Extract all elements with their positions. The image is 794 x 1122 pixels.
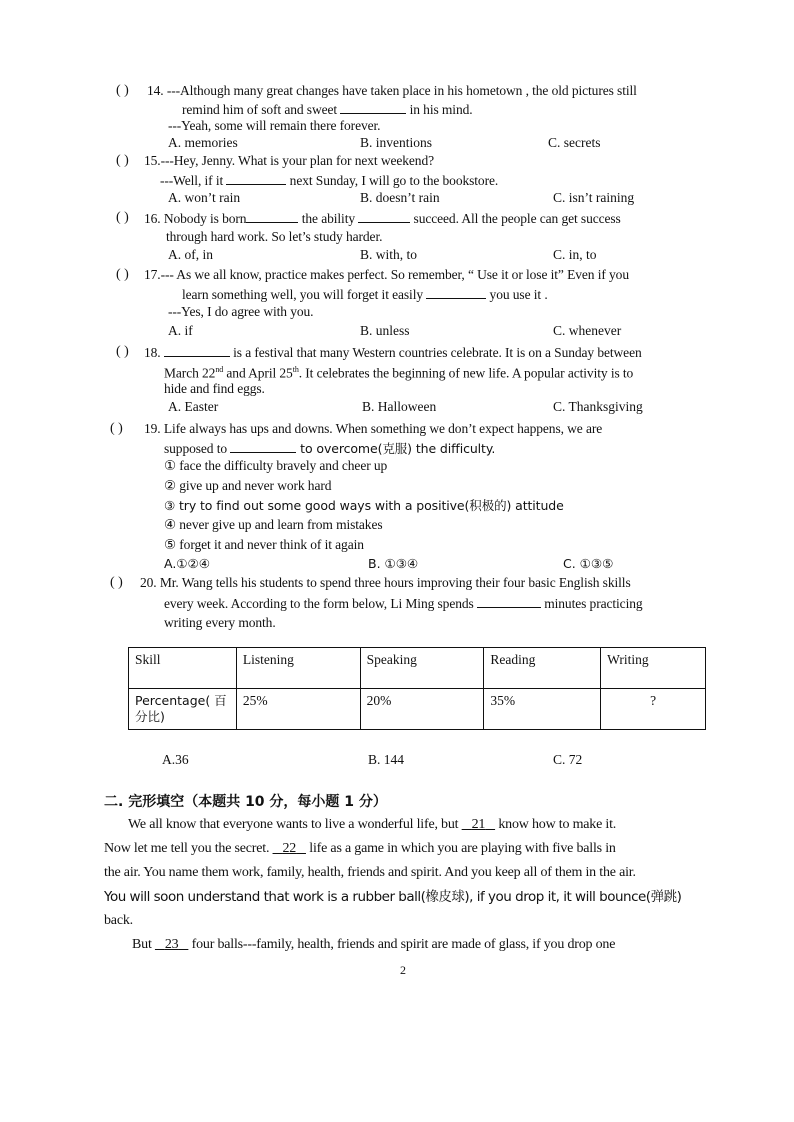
q17-stem-line2	[182, 285, 548, 304]
q15-stem-line1: 15.---Hey, Jenny. What is your plan for next weekend?	[144, 153, 434, 168]
cloze-blank-21	[462, 817, 495, 832]
q19-item-1: ① face the difficulty bravely and cheer up	[164, 458, 388, 473]
section-title-cloze: 二. 完形填空（本题共 10 分，每小题 1 分）	[104, 794, 387, 810]
q20-stem-line2	[164, 594, 643, 613]
q19-item-4: ④ never give up and learn from mistakes	[164, 517, 383, 532]
q19-option-a: A.①②④	[164, 556, 210, 571]
q20-option-b: B. 144	[368, 752, 405, 767]
cloze-blank-23	[155, 937, 188, 952]
q16-stem-line1-c: succeed. All the people can get success	[410, 211, 621, 226]
q16-stem-line1-b: the ability	[298, 211, 359, 226]
q14-stem-line2-a: remind him of soft and sweet	[182, 102, 341, 117]
q14-stem-line1: 14. ---Although many great changes have taken place in his hometown , the old pictures still	[147, 83, 637, 98]
q19-stem-line1: 19. Life always has ups and downs. When something we don’t expect happens, we are	[144, 421, 603, 436]
table-header-cell: Listening	[236, 648, 360, 689]
cloze-line-6	[132, 934, 615, 956]
q20-stem-line3: writing every month.	[164, 615, 276, 630]
cloze-line-2	[104, 838, 616, 860]
table-header-cell: Skill	[129, 648, 237, 689]
q18-stem-line1-a: 18.	[144, 345, 164, 360]
q15-blank	[226, 171, 286, 185]
table-header-row	[129, 648, 706, 689]
table-header-cell: Speaking	[360, 648, 484, 689]
table-header-cell: Writing	[601, 648, 706, 689]
q18-stem-line2-b: and April 25	[223, 365, 293, 381]
page-number: 2	[400, 963, 406, 977]
q16-blank-1	[246, 209, 298, 223]
table-row	[129, 689, 706, 730]
q20-stem-line2-a: every week. According to the form below, Li Ming spends	[164, 596, 477, 611]
skill-percentage-table	[128, 647, 706, 730]
cloze-line-1-b: know how to make it.	[495, 817, 617, 832]
answer-paren-16: ( )	[116, 210, 129, 225]
q17-option-a: A. if	[168, 323, 193, 338]
q20-option-c: C. 72	[553, 752, 583, 767]
q18-option-b: B. Halloween	[362, 399, 437, 414]
q19-stem-line2-a: supposed to	[164, 441, 231, 456]
answer-paren-17: ( )	[116, 267, 129, 282]
q18-stem-line1-b: is a festival that many Western countries celebrate. It is on a Sunday between	[229, 345, 642, 360]
q19-item-5: ⑤ forget it and never think of it again	[164, 537, 364, 552]
table-header-cell: Reading	[484, 648, 601, 689]
q19-option-b: B. ①③④	[368, 556, 419, 571]
q18-option-c: C. Thanksgiving	[553, 399, 643, 414]
q19-option-c: C. ①③⑤	[563, 556, 614, 571]
q18-stem-line3: hide and find eggs.	[164, 381, 265, 396]
q14-option-c: C. secrets	[548, 135, 601, 150]
cloze-line-4: You will soon understand that work is a rubber ball(橡皮球), if you drop it, it will bounce(弹跳)	[104, 889, 682, 905]
q14-stem-line3: ---Yeah, some will remain there forever.	[168, 118, 381, 133]
q19-blank	[230, 439, 296, 453]
q17-stem-line2-a: learn something well, you will forget it easily	[182, 287, 427, 302]
q17-stem-line3: ---Yes, I do agree with you.	[168, 304, 314, 319]
q15-stem-line2-a: ---Well, if it	[160, 173, 227, 188]
q17-stem-line1: 17.--- As we all know, practice makes perfect. So remember, “ Use it or lose it” Even if you	[144, 267, 629, 282]
q17-option-b: B. unless	[360, 323, 410, 338]
q20-blank	[477, 594, 541, 608]
table-cell: ?	[601, 689, 706, 730]
cloze-line-1	[128, 814, 616, 836]
answer-paren-15: ( )	[116, 153, 129, 168]
q17-blank	[426, 285, 486, 299]
q16-stem-line1-a: 16. Nobody is born	[144, 211, 247, 226]
q15-stem-line2	[160, 171, 498, 190]
q16-option-b: B. with, to	[360, 247, 418, 262]
q17-stem-line2-b: you use it .	[486, 287, 548, 302]
cloze-line-2-a: Now let me tell you the secret.	[104, 841, 273, 856]
q16-option-a: A. of, in	[168, 247, 213, 262]
q18-stem-line2-c: . It celebrates the beginning of new life. A popular activity is to	[298, 365, 634, 381]
q15-option-a: A. won’t rain	[168, 190, 241, 205]
q19-stem-line2-b: to overcome(克服) the difficulty.	[296, 441, 496, 456]
q15-option-b: B. doesn’t rain	[360, 190, 440, 205]
q18-option-a: A. Easter	[168, 399, 219, 414]
q20-option-a: A.36	[162, 752, 189, 767]
q18-stem-line2-a: March 22	[164, 365, 216, 381]
q20-stem-line1: 20. Mr. Wang tells his students to spend three hours improving their four basic English skills	[140, 575, 631, 590]
cloze-blank-22	[273, 841, 306, 856]
q19-stem-line2	[164, 439, 495, 458]
cloze-blank-23-number: 23	[164, 937, 179, 952]
answer-paren-18: ( )	[116, 344, 129, 359]
table-cell: 25%	[236, 689, 360, 730]
q16-stem-line2: through hard work. So let’s study harder.	[166, 229, 383, 244]
q16-stem-line1	[144, 209, 621, 228]
cloze-line-6-a: But	[132, 937, 155, 952]
q17-option-c: C. whenever	[553, 323, 622, 338]
cloze-line-1-a: We all know that everyone wants to live a wonderful life, but	[128, 817, 462, 832]
table-cell: 35%	[484, 689, 601, 730]
cloze-line-5: back.	[104, 913, 133, 928]
q20-stem-line2-b: minutes practicing	[540, 596, 643, 611]
table-row-label	[129, 689, 237, 730]
q14-stem-line2-b: in his mind.	[406, 102, 473, 117]
q16-option-c: C. in, to	[553, 247, 597, 262]
q19-item-2: ② give up and never work hard	[164, 478, 332, 493]
q14-option-b: B. inventions	[360, 135, 433, 150]
q15-stem-line2-b: next Sunday, I will go to the bookstore.	[286, 173, 499, 188]
cloze-line-3: the air. You name them work, family, health, friends and spirit. And you keep all of them in the air.	[104, 865, 636, 880]
cloze-blank-21-number: 21	[471, 817, 486, 832]
cloze-line-6-b: four balls---family, health, friends and spirit are made of glass, if you drop one	[188, 937, 616, 952]
q18-sup-2: th	[292, 365, 299, 374]
q18-stem-line1	[144, 343, 642, 362]
table-cell: 20%	[360, 689, 484, 730]
answer-paren-20: ( )	[110, 575, 123, 590]
q14-option-a: A. memories	[168, 135, 238, 150]
q19-item-3: ③ try to find out some good ways with a positive(积极的) attitude	[164, 498, 564, 513]
q18-sup-1: nd	[215, 365, 224, 374]
q14-blank	[340, 100, 406, 114]
cloze-line-2-b: life as a game in which you are playing with five balls in	[305, 841, 616, 856]
percentage-label: Percentage( 百分比)	[135, 693, 227, 724]
q15-option-c: C. isn’t raining	[553, 190, 635, 205]
answer-paren-19: ( )	[110, 421, 123, 436]
q18-blank	[164, 343, 230, 357]
answer-paren-14: ( )	[116, 83, 129, 98]
q16-blank-2	[358, 209, 410, 223]
cloze-blank-22-number: 22	[282, 841, 297, 856]
